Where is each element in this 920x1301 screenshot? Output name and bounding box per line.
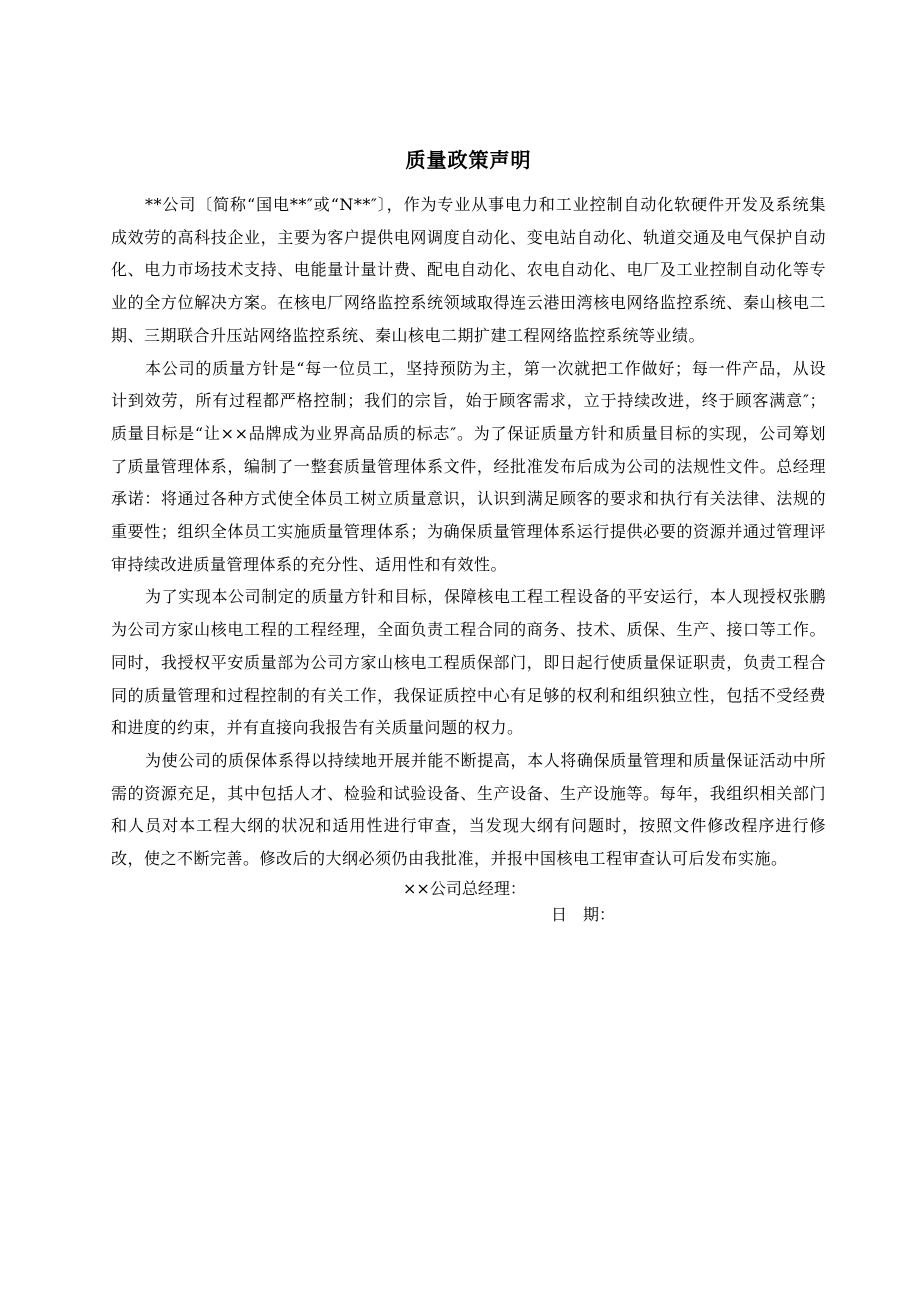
paragraph-continuous-improvement: 为使公司的质保体系得以持续地开展并能不断提高，本人将确保质量管理和质量保证活动中所需的资源充足，其中包括人才、检验和试验设备、生产设备、生产设施等。每年，我组织相关部门和人员对本工程大纲的状况和适用性进行审查，当发现大纲有问题时，按照文件修改程序进行修改，使之不断完善。修改后的大纲必须仍由我批准，并报中国核电工程审查认可后发布实施。 <box>111 750 826 869</box>
paragraph-quality-policy: 本公司的质量方针是“每一位员工，坚持预防为主，第一次就把工作做好；每一件产品，从设计到效劳，所有过程都严格控制；我们的宗旨，始于顾客需求，立于持续改进，终于顾客满意″；质量目标是“让××品牌成为业界高品质的标志″。为了保证质量方针和质量目标的实现，公司筹划了质量管理体系，编制了一整套质量管理体系文件，经批准发布后成为公司的法规性文件。总经理承诺：将通过各种方式使全体员工树立质量意识，认识到满足顾客的要求和执行有关法律、法规的重要性；组织全体员工实施质量管理体系；为确保质量管理体系运行提供必要的资源并通过管理评审持续改进质量管理体系的充分性、适用性和有效性。 <box>111 358 826 574</box>
paragraph-company-intro: **公司〔简称“国电**″或“N**″〕，作为专业从事电力和工业控制自动化软硬件开发及系统集成效劳的高科技企业，主要为客户提供电网调度自动化、变电站自动化、轨道交通及电气保护自动化、电力市场技术支持、电能量计量计费、配电自动化、农电自动化、电厂及工业控制自动化等专业的全方位解决方案。在核电厂网络监控系统领域取得连云港田湾核电网络监控系统、秦山核电二期、三期联合升压站网络监控系统、秦山核电二期扩建工程网络监控系统等业绩。 <box>111 195 826 345</box>
signature-manager-label: ××公司总经理： <box>403 878 526 898</box>
signature-date-label: 日 期： <box>551 904 616 924</box>
document-title: 质量政策声明 <box>405 148 532 172</box>
paragraph-authorization: 为了实现本公司制定的质量方针和目标，保障核电工程工程设备的平安运行，本人现授权张鹏为公司方家山核电工程的工程经理，全面负责工程合同的商务、技术、质保、生产、接口等工作。同时，我授权平安质量部为公司方家山核电工程质保部门，即日起行使质量保证职责，负责工程合同的质量管理和过程控制的有关工作，我保证质控中心有足够的权利和组织独立性，包括不受经费和进度的约束，并有直接向我报告有关质量问题的权力。 <box>111 587 826 738</box>
document-page <box>111 143 826 928</box>
